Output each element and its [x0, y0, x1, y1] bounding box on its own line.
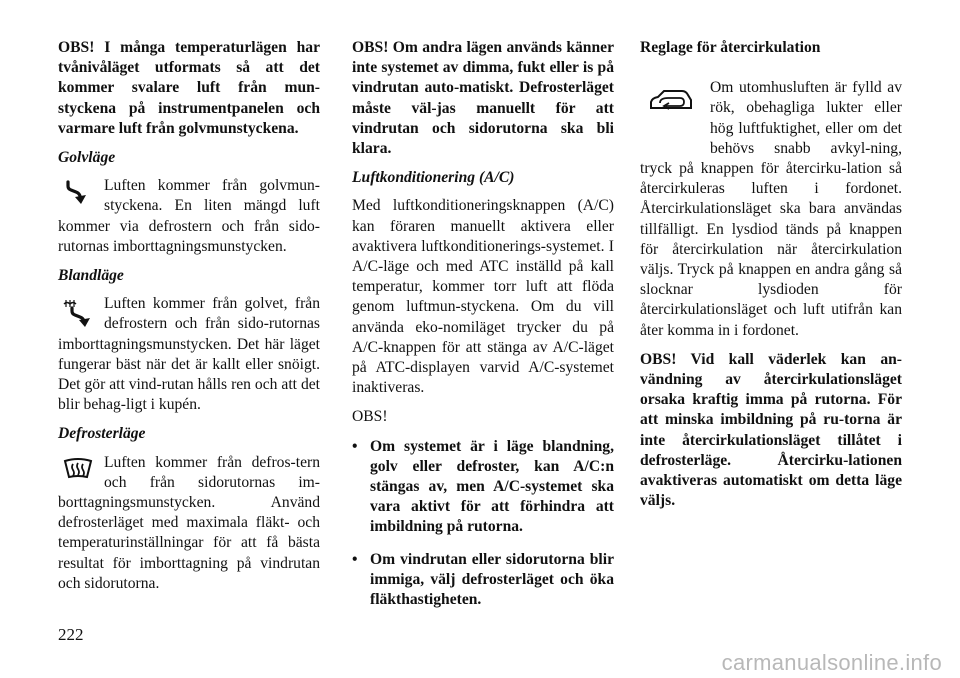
watermark: carmanualsonline.info	[721, 650, 942, 675]
note-other-modes: OBS! Om andra lägen används känner inte systemet av dimma, fukt eller is på vindrutan auto-matiskt. Defrosterläget måste väl-jas manuellt för att vindrutan och sidorutorna ska bli klara.	[352, 39, 614, 158]
floor-mode-text: Luften kommer från golvmun-styckena. En liten mängd luft kommer via defrostern och från sido-rutornas imborttagningsmunstycken.	[58, 177, 320, 255]
heading-ac: Luftkonditionering (A/C)	[352, 169, 515, 187]
defrost-mode-text: Luften kommer från defros-tern och från sidorutornas im-borttagningsmunstycken. Använd defrosterläget med maximala fläkt- och temperaturinställningar för att få bästa resultat för imborttagning på vindrutan och sidorutorna.	[58, 453, 320, 592]
column-1	[58, 38, 320, 603]
floor-mode-icon	[58, 176, 102, 214]
ac-bullet-2: • Om vindrutan eller sidorutorna blir immiga, välj defrosterläget och öka fläkthastigheten.	[352, 550, 614, 611]
recirculation-block	[640, 78, 902, 341]
heading-recirculation: Reglage för återcirkulation	[640, 39, 821, 56]
defrost-mode-block	[58, 453, 320, 594]
note-cold-weather: OBS! Vid kall väderlek kan an-vändning av återcirkulationsläget orsaka kraftig imma på rutorna. För att minska imbildning på ru-torna är inte återcirkulationsläget tillåtet i defrosterläge. Återcirku-lationen avaktiveras automatiskt om detta läge väljs.	[640, 350, 902, 510]
defrost-mode-icon	[58, 453, 102, 491]
column-2	[352, 38, 614, 622]
heading-defrost-mode: Defrosterläge	[58, 425, 146, 443]
column-3	[640, 38, 902, 520]
note-two-level: OBS! I många temperaturlägen har tvånivåläget utformats så att det kommer svalare luft från mun-styckena på instrumentpanelen och varmare luft från golvmunstyckena.	[58, 39, 320, 137]
heading-floor-mode: Golvläge	[58, 149, 116, 167]
ac-text: Med luftkonditioneringsknappen (A/C) kan föraren manuellt aktivera eller avaktivera luftkonditionerings-systemet. I A/C-läge och med ATC inställd på kall temperatur, kommer torr luft att flöda genom luftmun-styckena. Om du vill använda eko-nomiläget trycker du på A/C-knappen för att stänga av A/C-läget på ATC-displayen varvid A/C-systemet inaktiveras.	[352, 197, 614, 397]
floor-mode-block	[58, 176, 320, 257]
ac-bullet-1: • Om systemet är i läge blandning, golv eller defroster, kan A/C:n stängas av, men A/C-systemet ska vara aktivt för att förhindra att imbildning på rutorna.	[352, 437, 614, 538]
mix-mode-icon	[58, 294, 102, 332]
mix-mode-block	[58, 294, 320, 415]
recirculation-text: Om utomhusluften är fylld av rök, obehagliga lukter eller hög luftfuktighet, eller om det behövs snabb avkyl-ning, tryck på knappen för återcirku-lation så återcirkuleras luften i fordonet. Återcirkulationsläget ska bara användas tillfälligt. En lysdiod tänds på knappen för återcirkulation när återcirkulation väljs. Tryck på knappen en andra gång så slocknar lysdioden för återcirkulationsläget och luft utifrån kan åter komma in i fordonet.	[640, 79, 902, 339]
ac-bullet-list	[352, 437, 614, 611]
heading-mix-mode: Blandläge	[58, 267, 124, 285]
obs-label: OBS!	[352, 408, 388, 426]
page-number: 222	[58, 625, 84, 644]
mix-mode-text: Luften kommer från golvet, från defrostern och från sido-rutornas imborttagningsmunstycken. Det här läget fungerar bäst när det är kallt eller snöigt. Det gör att vind-rutan hålls ren och att det blir behag-ligt i kupén.	[58, 295, 320, 414]
recirculation-icon	[640, 78, 708, 156]
